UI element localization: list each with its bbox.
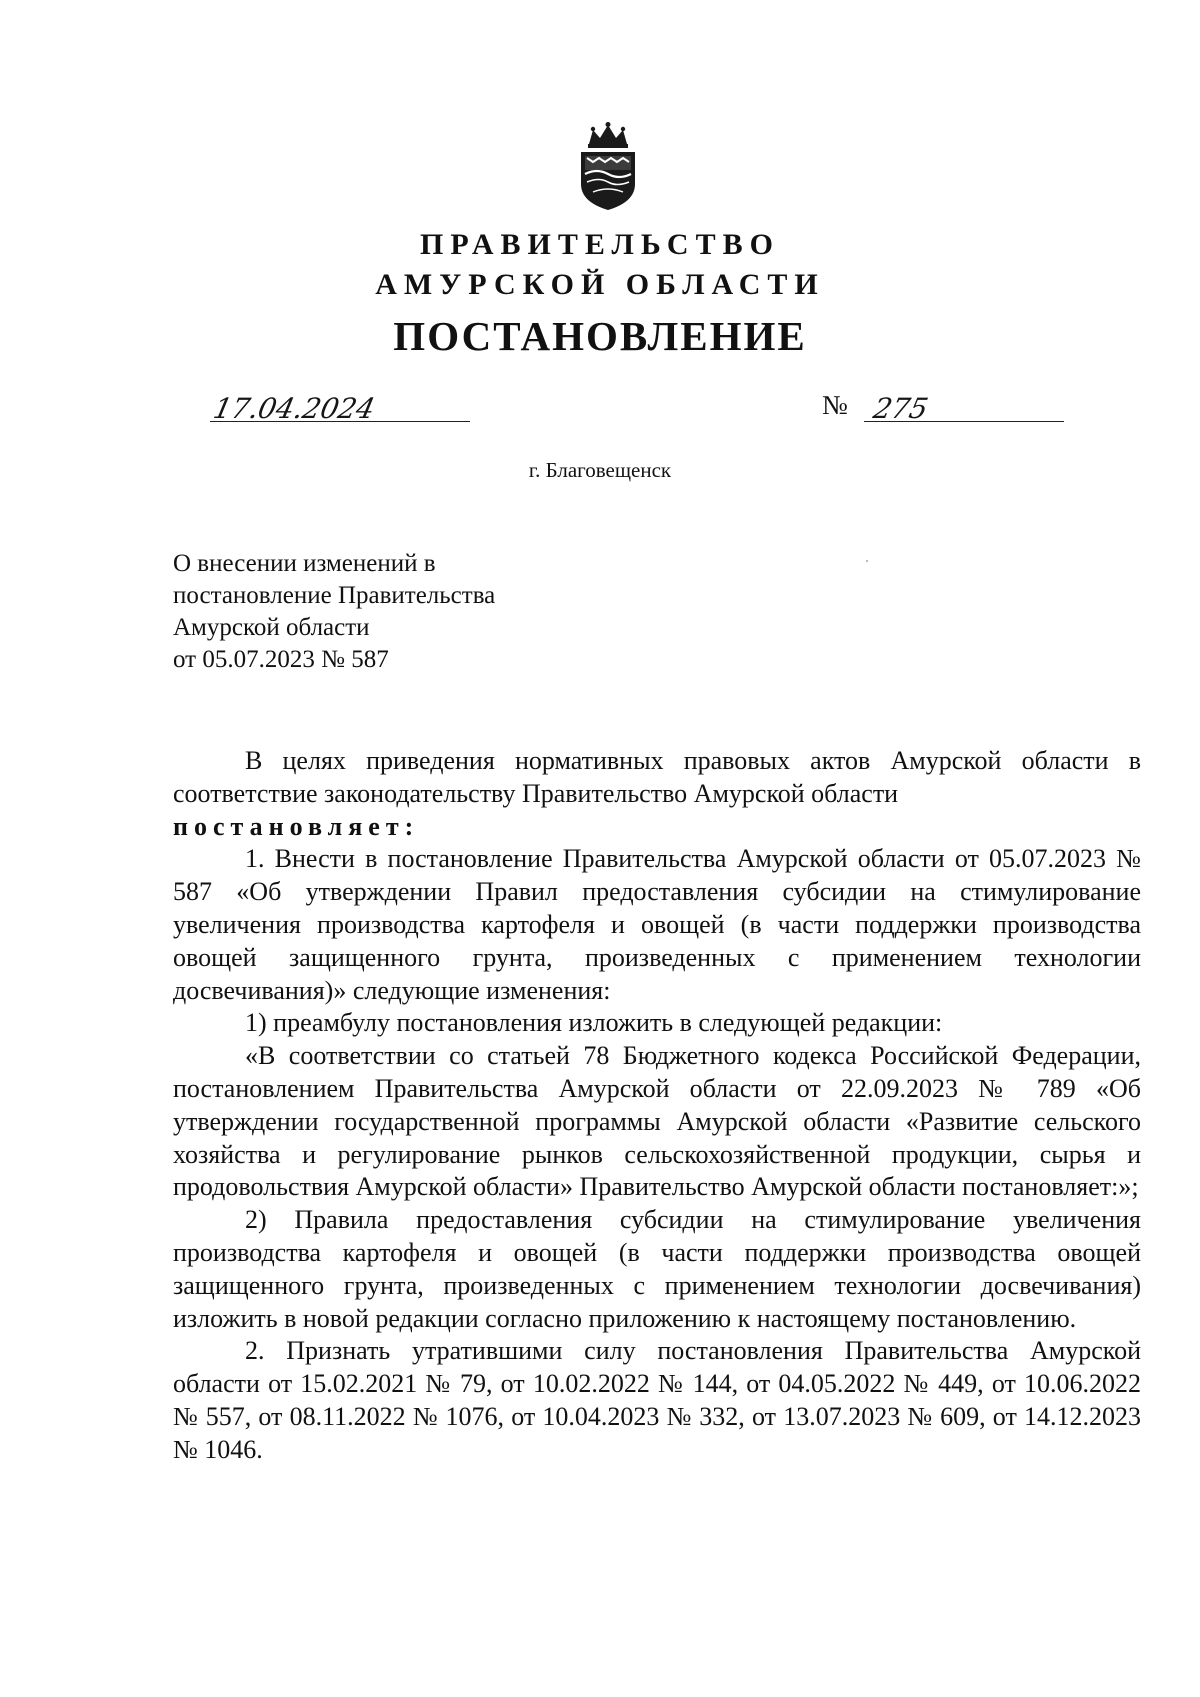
number-label: № [822, 390, 848, 420]
amur-oblast-coat-of-arms-icon [575, 122, 641, 212]
subject-line: Амурской области [173, 614, 370, 641]
scan-speck [866, 560, 868, 562]
document-subject [173, 548, 495, 676]
handwritten-number: 275 [870, 392, 931, 425]
issuer-line-1: ПРАВИТЕЛЬСТВО [420, 228, 780, 261]
city-name: г. Благовещенск [528, 458, 672, 482]
subject-line: постановление Правительства [173, 582, 496, 609]
subject-line: от 05.07.2023 № 587 [173, 646, 389, 673]
subject-line: О внесении изменений в [173, 550, 436, 577]
decree-word: постановляет: [173, 811, 420, 841]
issuer-line-2: АМУРСКОЙ ОБЛАСТИ [375, 268, 825, 301]
number-field [864, 385, 1064, 425]
date-field [210, 385, 470, 425]
quoted-preamble-paragraph: «В соответствии со статьей 78 Бюджетного кодекса Российской Федерации, постановлением Правительства Амурской области от 22.09.2023 № 789 «Об утверждении государственной программы Амурской области «Развитие сельского хозяйства и регулирование рынков сельскохозяйственной продукции, сырья и продовольствия Амурской области» Правительство Амурской области постановляет:»; [173, 1041, 1141, 1202]
decree-word-paragraph [173, 811, 1141, 844]
preamble-paragraph: В целях приведения нормативных правовых актов Амурской области в соответствие законодательству Правительство Амурской области [173, 746, 1141, 808]
document-type-title: ПОСТАНОВЛЕНИЕ [393, 313, 807, 359]
document-body [173, 745, 1141, 1467]
item-2-paragraph: 2. Признать утратившими силу постановления Правительства Амурской области от 15.02.2021 № 79, от 10.02.2022 № 144, от 04.05.2022 № 449, от 10.06.2022 № 557, от 08.11.2022 № 1076, от 10.04.2023 № 332, от 13.07.2023 № 609, от 14.12.2023 № 1046. [173, 1336, 1141, 1464]
handwritten-date: 17.04.2024 [210, 392, 378, 425]
item-1-1-paragraph: 1) преамбулу постановления изложить в следующей редакции: [245, 1008, 943, 1038]
item-1-2-paragraph: 2) Правила предоставления субсидии на стимулирование увеличения производства картофеля и овощей (в части поддержки производства овощей защищенного грунта, произведенных с применением технологии досвечивания) изложить в новой редакции согласно приложению к настоящему постановлению. [173, 1205, 1141, 1333]
item-1-paragraph: 1. Внести в постановление Правительства Амурской области от 05.07.2023 № 587 «Об утверждении Правил предоставления субсидии на стимулирование увеличения производства картофеля и овощей (в части поддержки производства овощей защищенного грунта, произведенных с применением технологии досвечивания)» следующие изменения: [173, 844, 1141, 1005]
